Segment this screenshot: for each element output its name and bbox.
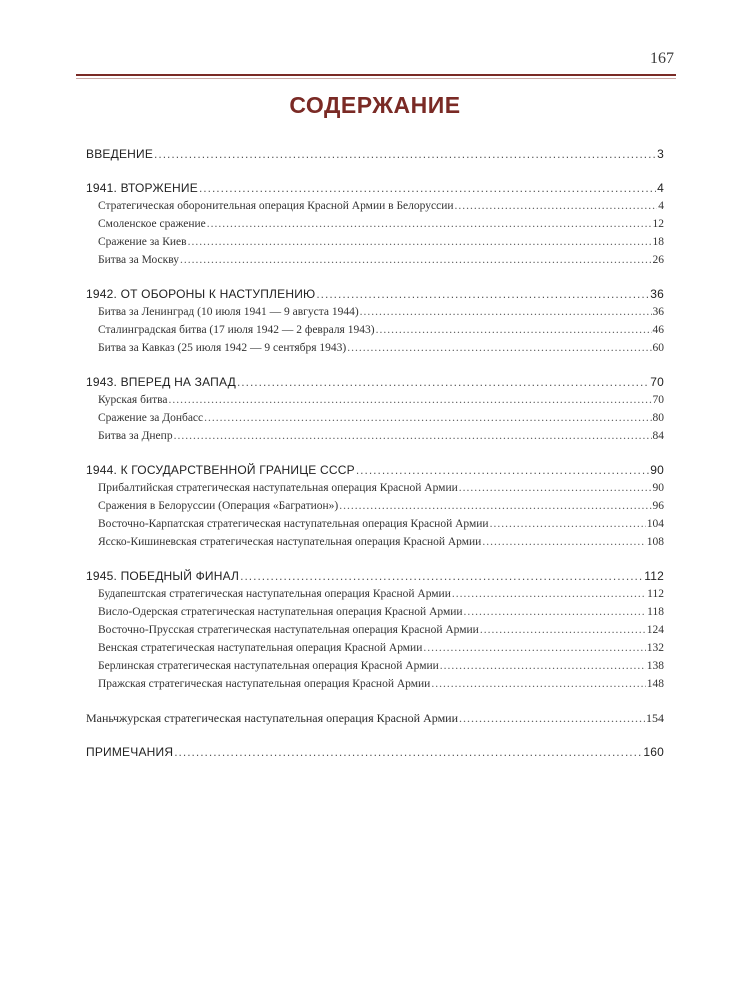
leader-dots <box>347 339 651 357</box>
toc-entry-label: Будапештская стратегическая наступательная операция Красной Армии <box>98 588 451 600</box>
leader-dots <box>237 373 649 391</box>
toc-entry[interactable] <box>86 251 664 269</box>
leader-dots <box>480 621 646 639</box>
toc-entry-page: 112 <box>647 588 664 600</box>
leader-dots <box>431 675 645 693</box>
toc-entry-label: Битва за Днепр <box>98 430 173 442</box>
toc-entry-page: 154 <box>646 711 664 725</box>
toc-entry-page: 3 <box>657 147 664 161</box>
toc-entry-label: Прибалтийская стратегическая наступательная операция Красной Армии <box>98 482 458 494</box>
page-number: 167 <box>650 50 674 67</box>
leader-dots <box>459 709 645 727</box>
toc-entry[interactable] <box>86 233 664 251</box>
toc-entry-page: 90 <box>652 482 664 494</box>
toc-section-1943[interactable] <box>86 373 664 391</box>
toc-entry[interactable] <box>86 215 664 233</box>
page-title: СОДЕРЖАНИЕ <box>289 92 461 118</box>
toc-entry-label: Сражение за Донбасс <box>98 412 204 424</box>
toc-entry[interactable] <box>86 427 664 445</box>
toc-entry-page: 4 <box>657 181 664 195</box>
toc-entry-page: 46 <box>652 324 664 336</box>
toc-entry-page: 12 <box>652 218 664 230</box>
leader-dots <box>360 303 652 321</box>
toc-entry-label: Смоленское сражение <box>98 218 206 230</box>
leader-dots <box>452 585 646 603</box>
leader-dots <box>356 461 649 479</box>
toc-entry-label: Маньчжурская стратегическая наступательная операция Красной Армии <box>86 711 459 725</box>
toc-section-1944[interactable] <box>86 461 664 479</box>
toc-entry-page: 36 <box>652 306 664 318</box>
toc-entry-label: Сражение за Киев <box>98 236 187 248</box>
leader-dots <box>376 321 652 339</box>
toc-entry-page: 90 <box>650 463 664 477</box>
leader-dots <box>188 233 652 251</box>
toc-entry-label: 1942. ОТ ОБОРОНЫ К НАСТУПЛЕНИЮ <box>86 287 316 301</box>
leader-dots <box>482 533 645 551</box>
leader-dots <box>154 145 656 163</box>
toc-entry-label: Сталинградская битва (17 июля 1942 — 2 февраля 1943) <box>98 324 375 336</box>
toc-entry-label: 1941. ВТОРЖЕНИЕ <box>86 181 198 195</box>
toc-entry-label: Битва за Кавказ (25 июля 1942 — 9 сентября 1943) <box>98 342 347 354</box>
toc-section-1945[interactable] <box>86 567 664 585</box>
toc-entry-page: 104 <box>646 518 664 530</box>
toc-entry-page: 96 <box>652 500 664 512</box>
toc-entry[interactable] <box>86 675 664 693</box>
toc-entry-page: 26 <box>652 254 664 266</box>
toc-entry-page: 4 <box>658 200 664 212</box>
toc-entry-page: 70 <box>650 375 664 389</box>
toc-entry-label: Венская стратегическая наступательная операция Красной Армии <box>98 642 423 654</box>
toc-entry[interactable] <box>86 585 664 603</box>
toc-entry-label: 1943. ВПЕРЕД НА ЗАПАД <box>86 375 236 389</box>
toc-entry[interactable] <box>86 657 664 675</box>
toc-entry-page: 138 <box>646 660 664 672</box>
toc-section-1941[interactable] <box>86 179 664 197</box>
toc-entry-page: 108 <box>646 536 664 548</box>
toc-entry-page: 80 <box>652 412 664 424</box>
leader-dots <box>240 567 643 585</box>
toc-entry-page: 84 <box>652 430 664 442</box>
toc-entry-label: Ясско-Кишиневская стратегическая наступательная операция Красной Армии <box>98 536 482 548</box>
toc-entry-label: Стратегическая оборонительная операция Красной Армии в Белоруссии <box>98 200 454 212</box>
header-rule-thin <box>76 78 676 79</box>
leader-dots <box>169 391 652 409</box>
toc-entry-label: 1944. К ГОСУДАРСТВЕННОЙ ГРАНИЦЕ СССР <box>86 463 355 477</box>
toc-entry[interactable] <box>86 533 664 551</box>
toc-entry-label: Курская битва <box>98 394 168 406</box>
toc-entry-page: 148 <box>646 678 664 690</box>
toc-entry-label: Висло-Одерская стратегическая наступательная операция Красной Армии <box>98 606 463 618</box>
leader-dots <box>199 179 656 197</box>
leader-dots <box>423 639 645 657</box>
toc-entry-label: Берлинская стратегическая наступательная операция Красной Армии <box>98 660 439 672</box>
toc-entry[interactable] <box>86 621 664 639</box>
toc-entry[interactable] <box>86 321 664 339</box>
leader-dots <box>174 427 652 445</box>
toc-entry[interactable] <box>86 409 664 427</box>
toc-section-1942[interactable] <box>86 285 664 303</box>
toc-entry-page: 112 <box>644 569 664 583</box>
toc-entry-page: 60 <box>652 342 664 354</box>
toc-entry-intro[interactable] <box>86 145 664 163</box>
toc-entry-page: 36 <box>650 287 664 301</box>
toc-entry-label: Битва за Москву <box>98 254 180 266</box>
leader-dots <box>180 251 651 269</box>
toc-entry-label: Битва за Ленинград (10 июля 1941 — 9 августа 1944) <box>98 306 359 318</box>
toc-entry-label: Пражская стратегическая наступательная операция Красной Армии <box>98 678 431 690</box>
toc-entry[interactable] <box>86 197 664 215</box>
leader-dots <box>455 197 658 215</box>
header-rule <box>76 74 676 76</box>
toc-entry-page: 118 <box>647 606 664 618</box>
toc-entry-label: 1945. ПОБЕДНЫЙ ФИНАЛ <box>86 569 240 583</box>
leader-dots <box>204 409 651 427</box>
toc-entry[interactable] <box>86 497 664 515</box>
leader-dots <box>339 497 651 515</box>
toc-entry-page: 132 <box>646 642 664 654</box>
toc-entry-label: Восточно-Прусская стратегическая наступательная операция Красной Армии <box>98 624 479 636</box>
toc-entry-page: 18 <box>652 236 664 248</box>
toc-entry[interactable] <box>86 639 664 657</box>
toc-entry-page: 124 <box>646 624 664 636</box>
leader-dots <box>459 479 652 497</box>
leader-dots <box>174 743 642 761</box>
toc-entry-page: 160 <box>643 745 664 759</box>
toc-entry-notes[interactable] <box>86 743 664 761</box>
toc-entry[interactable] <box>86 303 664 321</box>
toc-entry-label: ПРИМЕЧАНИЯ <box>86 745 174 759</box>
toc-entry-manchuria[interactable] <box>86 709 664 727</box>
toc-entry[interactable] <box>86 479 664 497</box>
toc-entry[interactable] <box>86 515 664 533</box>
toc-entry[interactable] <box>86 391 664 409</box>
leader-dots <box>490 515 646 533</box>
toc-entry[interactable] <box>86 339 664 357</box>
toc-entry-label: Сражения в Белоруссии (Операция «Багратион») <box>98 500 339 512</box>
leader-dots <box>316 285 649 303</box>
toc-entry-label: Восточно-Карпатская стратегическая наступательная операция Красной Армии <box>98 518 489 530</box>
toc-entry-label: ВВЕДЕНИЕ <box>86 147 154 161</box>
leader-dots <box>440 657 646 675</box>
table-of-contents <box>86 145 664 761</box>
toc-entry[interactable] <box>86 603 664 621</box>
toc-entry-page: 70 <box>652 394 664 406</box>
leader-dots <box>207 215 652 233</box>
leader-dots <box>464 603 647 621</box>
